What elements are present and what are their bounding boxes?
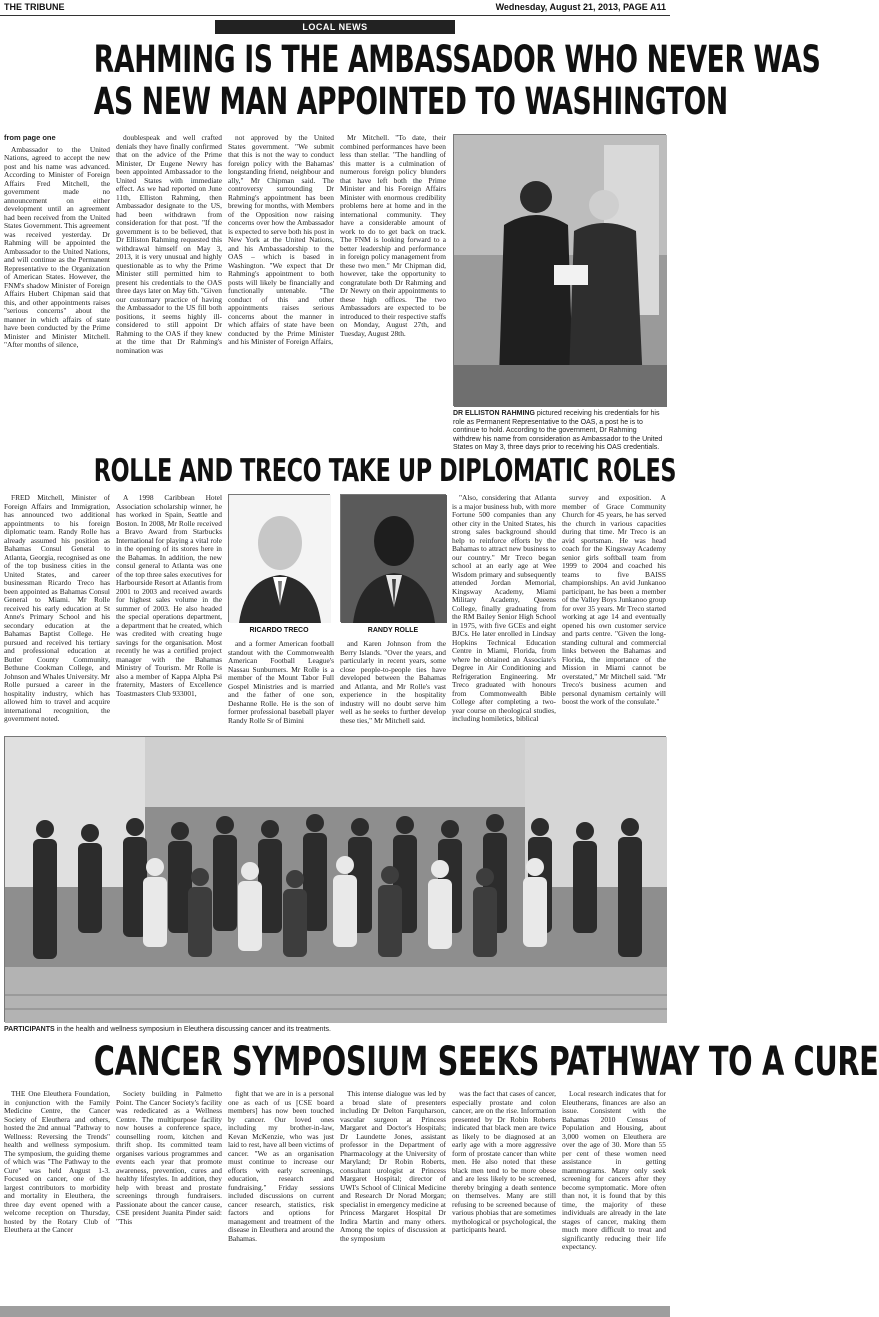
dateline: Wednesday, August 21, 2013, PAGE A11 [495,2,666,12]
story1-headline-line2: AS NEW MAN APPOINTED TO WASHINGTON [93,80,728,123]
story2-col3-text: and a former American football standout with the Commonwealth American Football League's Nassau Sunburners. Mr Rolle is a member of the Mount Tabor Full Gospel Ministries and is married and the father of one son, Deshanne Rolle. He is the son of former professional baseball player Randy Rolle Sr of Bimini [228,639,334,725]
story2-col6-text: survey and exposition. A member of Grace Community Church for 45 years, he has served the church in various capacities during that time. Mr Treco is an avid sportsman. He was head coach for the Kingsway Academy senior girls softball team from 1999 to 2004 and coached his teams to five BAISS championships. An avid Junkanoo participant, he has been a member of the Valley Boys Junkanoo group for over 35 years. Mr Treco started working at age 14 and eventually opened his own customer service and parts centre. "Given the long-standing cultural and commercial links between the Bahamas and Florida, the importance of the Mission in Miami cannot be overstated," Mr Mitchell said. "Mr Treco's business acumen and personal dynamism certainly will boost the work of the consulate." [562,493,666,706]
story1-column-2 [116,134,222,412]
group-caption-text: in the health and wellness symposium in Eleuthera discussing cancer and its treatments. [56,1026,331,1033]
story2-column-4 [340,640,446,730]
story3-column-5 [452,1090,556,1302]
story1-col3-text: not approved by the United States government. "We submit that this is not the way to conduct foreign policy with the Bahamas' longstanding friend, neighbour and ally," Mr Chipman said. The controversy surrounding Dr Rahming's appointment has been brewing for months, with Members of the Opposition now raising concerns over how the Ambassador is expected to serve both his post in New York at the United Nations, and his Ambassadorship to the OAS – which is based in Washington. "We expect that Dr Rahming's appointment to both posts will likely be financially and functionally untenable. "The conduct of this and other appointments raises serious concerns about the manner in which affairs of state have been conducted by the Prime Minister and his Minister of Foreign Affairs, [228,133,334,346]
story1-col4-text: Mr Mitchell. "To date, their combined performances have been less than stellar. "The handling of this matter is a culmination of numerous foreign policy blunders that have left both the Prime Minister and his Foreign Affairs Minister with enormous credibility problems here at home and in the international community. They have a considerable amount of work to do to get back on track. The FNM is looking forward to a better leadership and performance in foreign policy management from these two men." Mr Chipman did, however, take the opportunity to congratulate both Dr Rahming and Dr Newry on their appointments to these high offices. The two Ambassadors are expected to be introduced to their respective staffs on Monday, August 27th, and Tuesday, August 28th. [340,133,446,338]
paper-name: THE TRIBUNE [4,2,65,12]
masthead [0,0,670,16]
group-photo-caption [4,1026,666,1035]
group-caption-lead: PARTICIPANTS [4,1026,55,1033]
rahming-caption-text: pictured receiving his credentials for his role as Permanent Representative to the OAS, a post he is to continue to hold. According to the government, Dr Rahming withdrew his name from consideration as Ambassador to the United States on May 3, three days prior to receiving his OAS credentials. [453,410,663,451]
story3-column-2 [116,1090,222,1302]
story1-headline-line1: RAHMING IS THE AMBASSADOR WHO NEVER WAS [93,38,821,81]
rahming-caption-name: DR ELLISTON RAHMING [453,410,535,417]
story3-col1-text: THE One Eleuthera Foundation, in conjunction with the Family Medicine Centre, the Cancer Society of Eleuthera and others, hosted the 2nd annual "Pathway to Wellness: Reversing the Trends" health and wellness symposium. The symposium, the guiding theme of which was "The Pathway to the Cure" was held August 1-3. Focused on cancer, one of the largest contributors to morbidity and mortality in Eleuthera, the three day event opened with a welcome reception on Thursday, hosted by the Rotary Club of Eleuthera at the Cancer [4,1089,110,1234]
rolle-name-label: RANDY ROLLE [367,627,419,634]
treco-portrait-art [229,495,331,623]
story3-col3-text: fight that we are in is a personal one as each of us [CSE board members] has now been touched by cancer. Our loved ones including my brother-in-law, Kevan McKenzie, who was just laid to rest, have all been victims of cancer. "We as an organisation must continue to increase our efforts with early screenings, education, research and fundraising." Friday sessions included discussions on current cancer research, statistics, risk factors and options for management and treatment of the disease in Eleuthera and around the Bahamas. [228,1089,334,1243]
group-photo-art [5,737,667,1023]
story1-column-4 [340,134,446,412]
story2-column-2 [116,494,222,730]
story2-column-1 [4,494,110,730]
rahming-photo-art [454,135,667,407]
story3-col2-text: Society building in Palmetto Point. The Cancer Society's facility was rededicated as a Wellness Centre. The multipurpose facility now houses a conference space, counselling room, kitchen and thrift shop. Its committed team organises various programmes and events each year that promote awareness, prevention, cures and healthy lifestyles. In addition, they help with breast and prostate screenings through fundraisers. Passionate about the cancer cause, CSE president Juanita Pinder said: "This [116,1089,222,1226]
story2-col5-text: "Also, considering that Atlanta is a major business hub, with more Fortune 500 companies than any other city in the United States, his strong sales background should help to reinforce efforts by the Bahamas to attract new business to our country." Mr Treco began school at an early age at Wee Wisdom primary and subsequently attended Jordan Memorial, Kingsway Academy, Miami Military Academy, Queens College, finally graduating from the RM Bailey Senior High School in 1975, with five GCEs and eight BJCs. He later enrolled in Lindsay Hopkins Technical Education Centre in Miami, Florida, from where he obtained an Associate's Degree in Air Conditioning and Refrigeration Engineering. Mr Treco graduated with honours from Commonwealth Bible College after completing a two-year course on theological studies, including homiletics, biblical [452,493,556,723]
story3-column-6 [562,1090,666,1302]
story3-column-1 [4,1090,110,1302]
story2-column-6 [562,494,666,730]
story1-column-3 [228,134,334,412]
story3-column-4 [340,1090,446,1302]
rolle-portrait-art [341,495,447,623]
symposium-group-photo [4,736,666,1022]
story3-col5-text: was the fact that cases of cancer, especially prostate and colon cancer, are on the rise. Information presented by Dr Robin Roberts indicated that black men are twice as likely to be diagnosed at an early age with a more aggressive form of prostate cancer than white men. He also noted that these black men tend to be more obese and are less likely to be screened, thereby bringing a death sentence on themselves. Many are still refusing to be screened because of various phobias that are sometimes mythological or psychological, the participants heard. [452,1089,556,1234]
story2-col4-text: and Karen Johnson from the Berry Islands. "Over the years, and particularly in recent years, some close people-to-people ties have developed between the Bahamas and Atlanta, and Mr Rolle's vast experience in the hospitality industry will no doubt serve him well as he seeks to further develop these ties," Mr Mitchell said. [340,639,446,725]
story2-column-5 [452,494,556,730]
randy-rolle-portrait [340,494,446,622]
story3-column-3 [228,1090,334,1302]
story2-column-3 [228,640,334,730]
ricardo-treco-portrait [228,494,330,622]
story2-headline: ROLLE AND TRECO TAKE UP DIPLOMATIC ROLES [93,453,677,489]
story2-col2-text: A 1998 Caribbean Hotel Association scholarship winner, he has worked in Spain, Seattle and Boston. In 2008, Mr Rolle received a Bravo Award from Starbucks International for playing a vital role in the opening of its stores here in the Bahamas. In addition, the new consul general to Atlanta was one of the top three sales executives for Harbourside Resort at Atlantis from 2001 to 2003 and received awards for highest sales volume in the summer of 2003. He also headed the special operations department, a department that he created, which was credited with creating huge savings for the organisation. Most recently he was a certified project manager with the Bahamas Ministry of Tourism. Mr Rolle is also a member of Kappa Alpha Psi fraternity, Masters of Excellence Toastmasters Club 933001, [116,493,222,698]
section-label: LOCAL NEWS [215,20,455,34]
story1-jump-line: from page one [4,133,56,142]
story1-col2-text: doublespeak and well crafted denials they have finally confirmed that on the advice of the Prime Minister, Dr Eugene Newry has been appointed Ambassador to the United States with immediate effect. As we had reported on June 11th, Elliston Rahming, then Ambassador designate to the US, had been withdrawn from consideration for that post. "If the government is to be believed, that Dr Elliston Rahming requested this withdrawal himself on May 3, 2013, it is very unusual and highly questionable as to why the Prime Minister still permitted him to present his credentials to the OAS three days later on May 6th. "Given our customary practice of having the Ambassador to the US fill both positions, it seems highly ill-considered to still appoint Dr Rahming to the OAS if they knew at the time that Dr Rahming's nomination was [116,133,222,355]
story1-col1-text: Ambassador to the United Nations, agreed to accept the new post and his name was advanced. According to Minister of Foreign Affairs Fred Mitchell, the government made no announcement on either development until an agreement had been received from the United States Government. This agreement was received yesterday. Dr Rahming will be appointed the Ambassador to the United Nations, and will continue as the Permanent Representative to the Organization of American States. However, the FNM's shadow Minister of Foreign Affairs Hubert Chipman said that this, and other appointments raises "serious concerns" about the manner in which affairs of state have been conducted by the Prime Minister and Minister Mitchell. "After months of silence, [4,144,110,349]
rahming-photo-caption [453,410,666,453]
story3-headline: CANCER SYMPOSIUM SEEKS PATHWAY TO A CURE [93,1039,879,1085]
story1-column-1 [4,134,110,412]
story2-col1-text: FRED Mitchell, Minister of Foreign Affairs and Immigration, has announced two additional appointments to his foreign diplomatic team. Randy Rolle has already assumed his position as Bahamas Consul General to Atlanta, Georgia, recognised as one of the top business cities in the United States, and career businessman Ricardo Treco has been appointed as Bahamas Consul General to Miami. Mr Rolle received his early education at St Anne's Primary School and his secondary education at the Bahamas Baptist College. He pursued and received his tertiary and professional education at Butler County Community, Bethune Cookman College, and Johnson and Whales University. Mr Rolle pursued a career in the hospitality industry, which has allowed him to travel and acquire international recognition, the government noted. [4,493,110,723]
story3-col6-text: Local research indicates that for Eleutherans, finances are also an issue. Consistent with the Bahamas 2010 Census of Population and Housing, about 3,000 women on Eleuthera are over the age of 30. More than 55 per cent of these women need assistance in getting mammograms. Many only seek screening for cancers after they become symptomatic. More often than not, it is found that by this time, the majority of these individuals are already in the late stages of cancer, making them much more difficult to treat and significantly reducing their life expectancy. [562,1089,666,1251]
story3-col4-text: This intense dialogue was led by a broad slate of presenters including Dr Delton Farquharson, vascular surgeon at Princess Margaret and Doctor's Hospitals; Dr Laundette Jones, assistant professor in the Department of Pharmacology at the University of Maryland; Dr Robin Roberts, consultant urologist at Princess Margaret Hospital; director of UWI's School of Clinical Medicine and Research Dr Norad Morgan; specialist in emergency medicine at Princess Margaret Hospital Dr Indira Martin and many others. Among the topics of discussion at the symposium [340,1089,446,1243]
treco-name-label: RICARDO TRECO [249,627,309,634]
rahming-credentials-photo [453,134,666,406]
page-footer-band [0,1306,670,1317]
